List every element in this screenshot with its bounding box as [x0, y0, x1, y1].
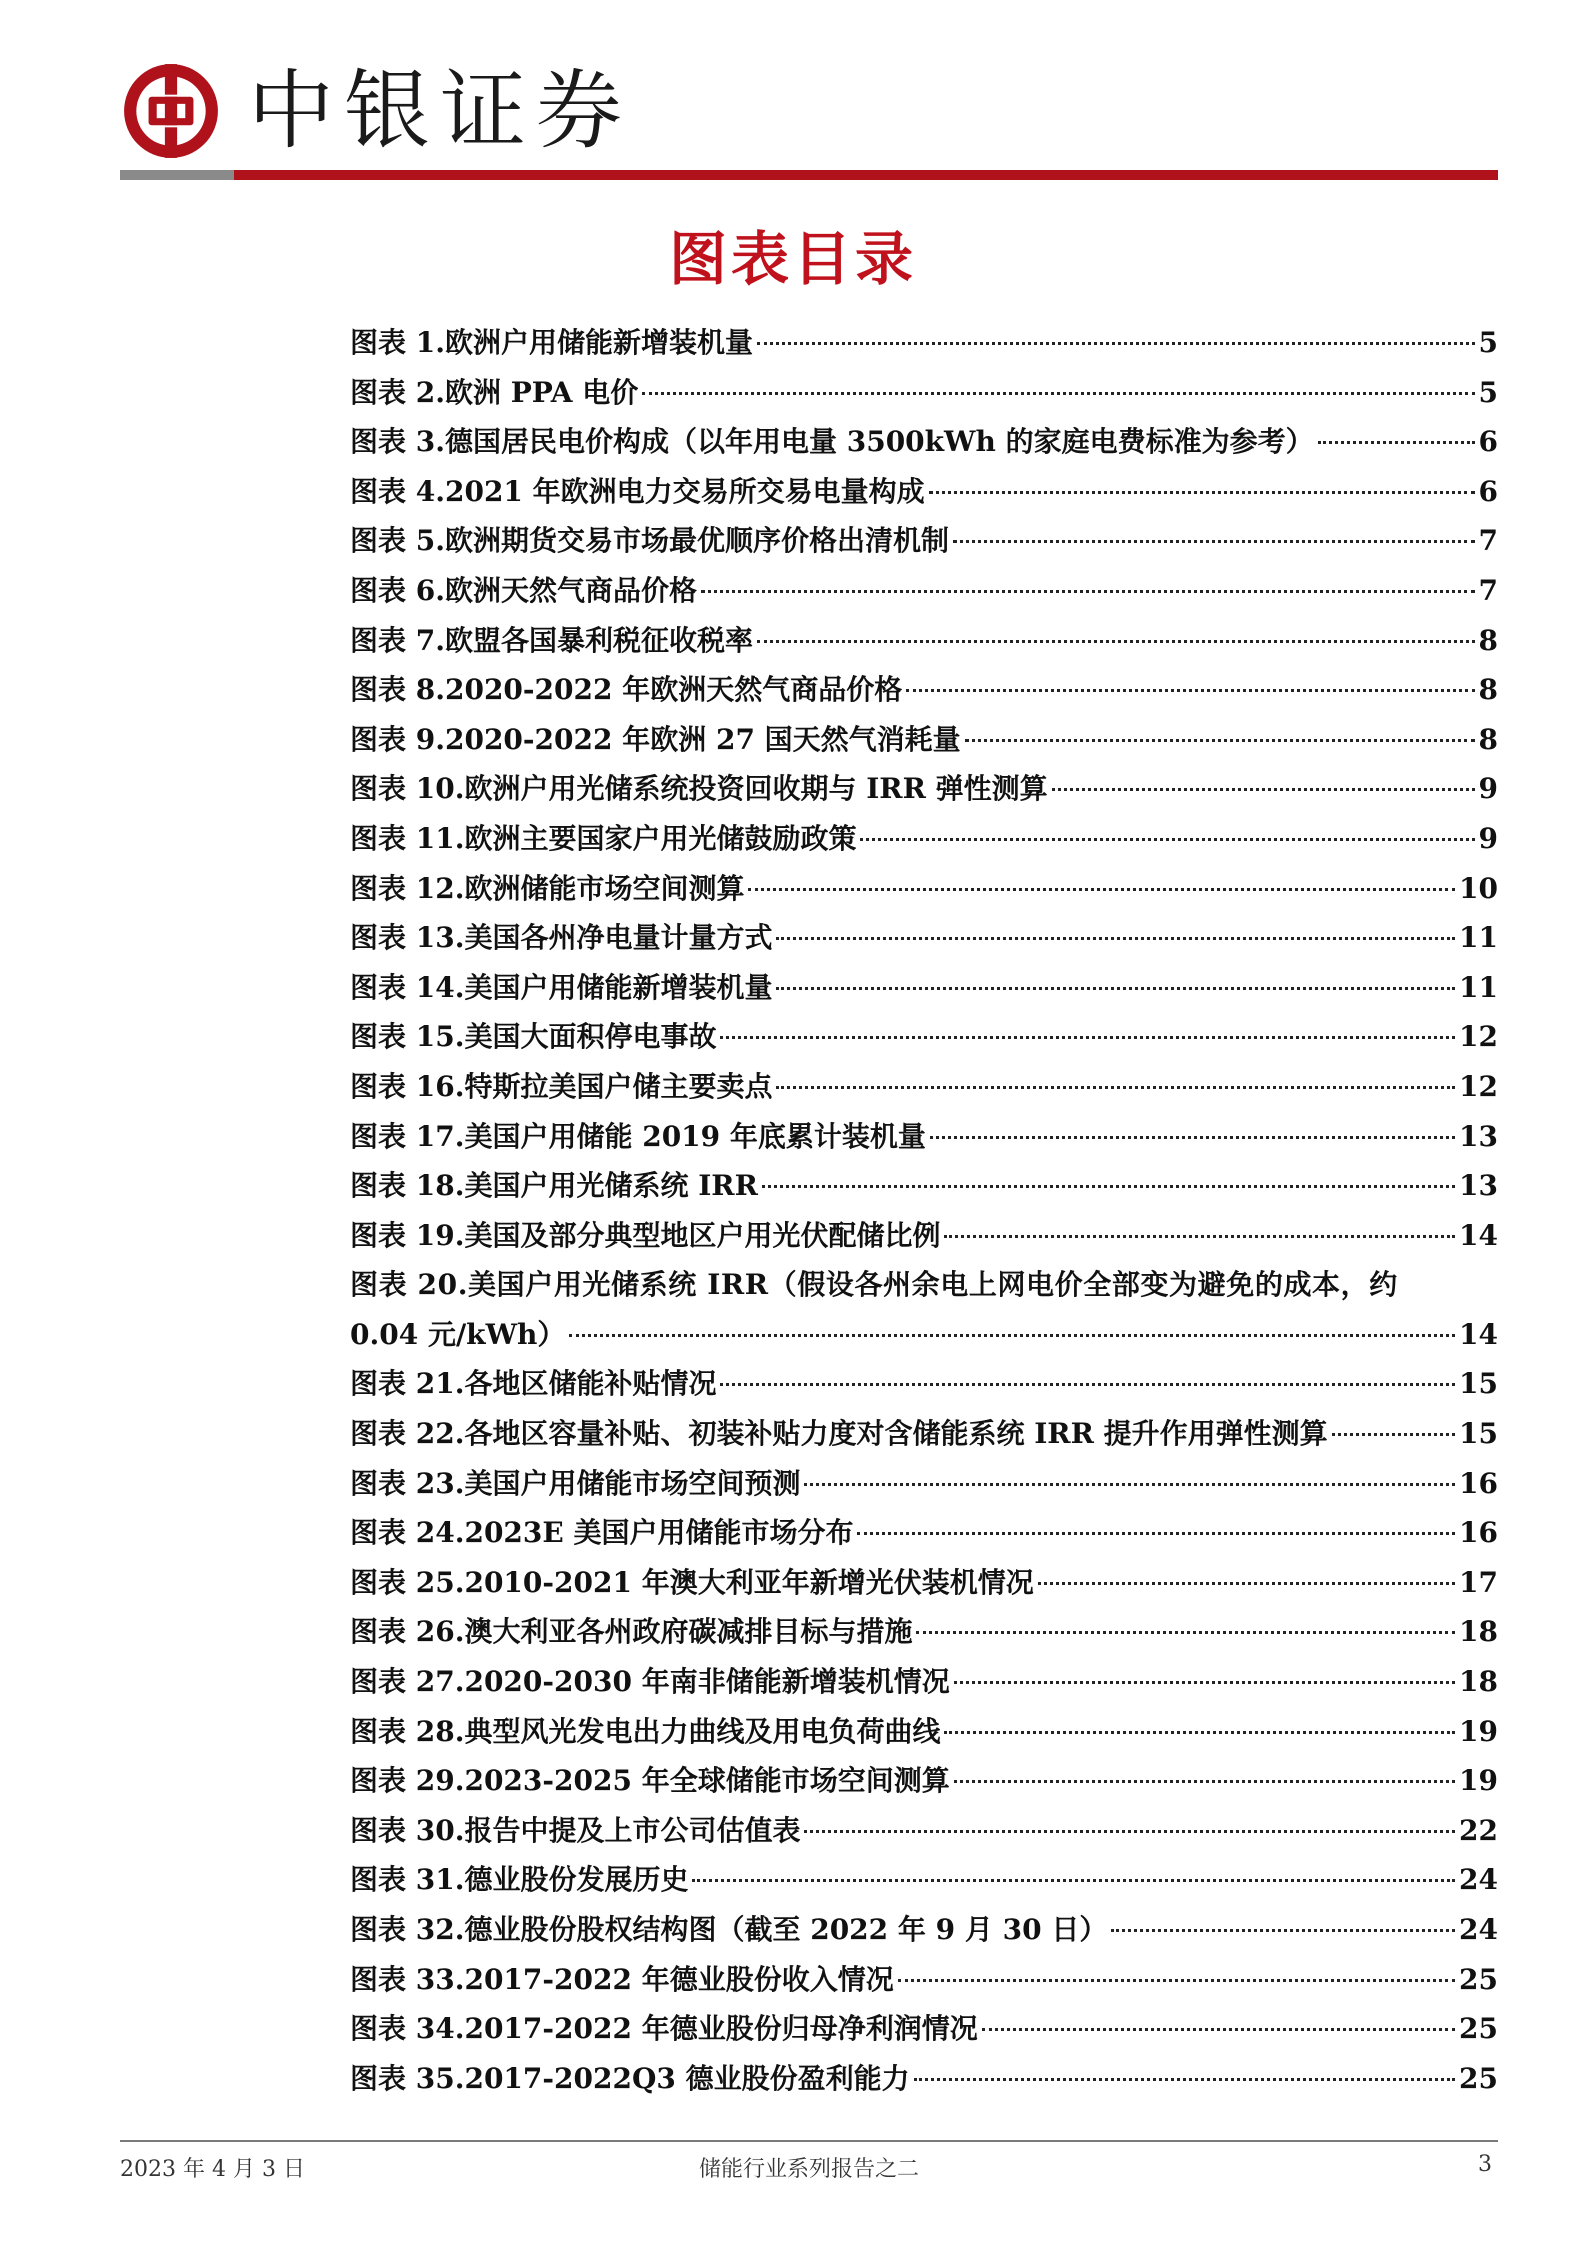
- dot-leader: [804, 1483, 1455, 1486]
- dot-leader: [1052, 788, 1475, 791]
- toc-entry-page: 17: [1459, 1565, 1498, 1599]
- toc-entry-page: 16: [1459, 1516, 1498, 1550]
- toc-entry-page: 11: [1459, 921, 1498, 955]
- page-footer: [120, 2152, 1498, 2192]
- toc-entry[interactable]: [350, 715, 1498, 765]
- toc-entry-label: 图表 26.澳大利亚各州政府碳减排目标与措施: [350, 1615, 913, 1649]
- dot-leader: [804, 1830, 1455, 1833]
- toc-entry-page: 8: [1478, 623, 1498, 657]
- toc-entry[interactable]: [350, 1161, 1498, 1211]
- toc-entry[interactable]: [350, 1260, 1498, 1359]
- toc-entry-label: 图表 29.2023-2025 年全球储能市场空间测算: [350, 1764, 950, 1798]
- dot-leader: [776, 937, 1455, 940]
- toc-entry-page: 25: [1459, 2012, 1498, 2046]
- footer-page-number: 3: [1478, 2152, 1492, 2177]
- toc-entry-label: 图表 2.欧洲 PPA 电价: [350, 375, 639, 409]
- bank-of-china-logo-icon: [120, 60, 222, 162]
- toc-entry-page: 5: [1478, 375, 1498, 409]
- toc-entry-label: 图表 23.美国户用储能市场空间预测: [350, 1466, 801, 1500]
- toc-entry[interactable]: [350, 368, 1498, 418]
- toc-entry[interactable]: [350, 1756, 1498, 1806]
- toc-entry-page: 25: [1459, 2061, 1498, 2095]
- toc-entry-label: 图表 5.欧洲期货交易市场最优顺序价格出清机制: [350, 524, 949, 558]
- dot-leader: [757, 640, 1475, 643]
- dot-leader: [1038, 1582, 1455, 1585]
- toc-entry-page: 5: [1478, 326, 1498, 359]
- report-header: [120, 56, 632, 166]
- dot-leader: [944, 1731, 1455, 1734]
- toc-entry[interactable]: [350, 2054, 1498, 2104]
- toc-entry[interactable]: [350, 1409, 1498, 1459]
- toc-entry[interactable]: [350, 1558, 1498, 1608]
- toc-entry[interactable]: [350, 764, 1498, 814]
- toc-title: 图表目录: [668, 225, 917, 293]
- toc-entry[interactable]: [350, 1955, 1498, 2005]
- toc-entry-page: 9: [1478, 821, 1498, 855]
- dot-leader: [914, 2078, 1455, 2081]
- dot-leader: [944, 1235, 1455, 1238]
- footer-series-title: 储能行业系列报告之二: [698, 2157, 919, 2182]
- toc-entry-line2: [350, 1310, 1498, 1360]
- toc-entry-label: 图表 33.2017-2022 年德业股份收入情况: [350, 1962, 894, 1996]
- toc-entry-label: 图表 32.德业股份股权结构图（截至 2022 年 9 月 30 日）: [350, 1913, 1108, 1946]
- toc-entry-label: 图表 34.2017-2022 年德业股份归母净利润情况: [350, 2012, 978, 2046]
- toc-entry-label-line2: 0.04 元/kWh）: [350, 1317, 566, 1351]
- toc-entry[interactable]: [350, 2004, 1498, 2054]
- toc-entry-label: 图表 24.2023E 美国户用储能市场分布: [350, 1516, 854, 1550]
- toc-entry-label: 图表 27.2020-2030 年南非储能新增装机情况: [350, 1665, 950, 1699]
- toc-entry-page: 25: [1459, 1962, 1498, 1996]
- toc-entry[interactable]: [350, 516, 1498, 566]
- toc-entry-page: 19: [1459, 1764, 1498, 1798]
- toc-entry[interactable]: [350, 913, 1498, 963]
- toc-entry-label: 图表 10.欧洲户用光储系统投资回收期与 IRR 弹性测算: [350, 772, 1048, 806]
- toc-entry-label: 图表 19.美国及部分典型地区户用光伏配储比例: [350, 1218, 941, 1252]
- toc-entry-page: 10: [1459, 871, 1498, 905]
- toc-entry-label: 图表 11.欧洲主要国家户用光储鼓励政策: [350, 821, 857, 855]
- dot-leader: [965, 739, 1475, 742]
- toc-entry-page: 18: [1459, 1665, 1498, 1699]
- toc-entry[interactable]: [350, 1508, 1498, 1558]
- dot-leader: [642, 392, 1474, 395]
- dot-leader: [692, 1879, 1455, 1882]
- toc-entry-label: 图表 7.欧盟各国暴利税征收税率: [350, 623, 753, 657]
- toc-entry-label: 图表 18.美国户用光储系统 IRR: [350, 1169, 758, 1203]
- toc-entry-label: 图表 35.2017-2022Q3 德业股份盈利能力: [350, 2061, 910, 2095]
- toc-entry[interactable]: [350, 665, 1498, 715]
- toc-entry-label: 图表 4.2021 年欧洲电力交易所交易电量构成: [350, 474, 925, 508]
- toc-entry-label-line1: 图表 20.美国户用光储系统 IRR（假设各州余电上网电价全部变为避免的成本，约: [350, 1268, 1398, 1302]
- toc-entry-label: 图表 9.2020-2022 年欧洲 27 国天然气消耗量: [350, 722, 961, 756]
- dot-leader: [857, 1532, 1455, 1535]
- toc-entry-page: 9: [1478, 772, 1498, 806]
- toc-entry[interactable]: [350, 1707, 1498, 1757]
- toc-entry-label: 图表 12.欧洲储能市场空间测算: [350, 871, 745, 905]
- toc-entry-label: 图表 6.欧洲天然气商品价格: [350, 573, 697, 607]
- toc-entry[interactable]: [350, 1012, 1498, 1062]
- toc-entry[interactable]: [350, 1607, 1498, 1657]
- dot-leader: [953, 540, 1475, 543]
- toc-entry-label: 图表 14.美国户用储能新增装机量: [350, 970, 773, 1004]
- dot-leader: [569, 1334, 1455, 1337]
- toc-entry-page: 7: [1478, 573, 1498, 607]
- dot-leader: [930, 1136, 1455, 1139]
- toc-entry-label: 图表 8.2020-2022 年欧洲天然气商品价格: [350, 673, 903, 707]
- toc-entry[interactable]: [350, 318, 1498, 368]
- dot-leader: [1332, 1433, 1455, 1436]
- toc-entry-page: 15: [1459, 1417, 1498, 1451]
- dot-leader: [860, 838, 1474, 841]
- toc-entry-page: 6: [1478, 425, 1498, 459]
- dot-leader: [1318, 441, 1475, 444]
- toc-entry-page: 13: [1459, 1119, 1498, 1153]
- header-rule-red: [234, 170, 1498, 180]
- toc-entry-label: 图表 21.各地区储能补贴情况: [350, 1367, 717, 1401]
- toc-entry[interactable]: [350, 566, 1498, 616]
- toc-entry-page: 18: [1459, 1615, 1498, 1649]
- toc-entry-label: 图表 31.德业股份发展历史: [350, 1863, 689, 1897]
- toc-entry[interactable]: [350, 864, 1498, 914]
- toc-entry-label: 图表 15.美国大面积停电事故: [350, 1020, 717, 1054]
- footer-rule: [120, 2140, 1498, 2142]
- toc-entry-label: 图表 30.报告中提及上市公司估值表: [350, 1813, 801, 1847]
- toc-entry-label: 图表 3.德国居民电价构成（以年用电量 3500kWh 的家庭电费标准为参考）: [350, 425, 1314, 459]
- dot-leader: [776, 1086, 1455, 1089]
- toc-entry[interactable]: [350, 616, 1498, 666]
- toc-entry[interactable]: [350, 814, 1498, 864]
- dot-leader: [720, 1383, 1455, 1386]
- dot-leader: [720, 1036, 1455, 1039]
- toc-entry[interactable]: [350, 467, 1498, 517]
- header-rule-gray: [120, 170, 234, 180]
- dot-leader: [954, 1681, 1455, 1684]
- dot-leader: [916, 1631, 1455, 1634]
- toc-entry-label: 图表 28.典型风光发电出力曲线及用电负荷曲线: [350, 1714, 941, 1748]
- toc-entry-page: 24: [1459, 1863, 1498, 1897]
- dot-leader: [757, 342, 1475, 345]
- toc-entry-label: 图表 17.美国户用储能 2019 年底累计装机量: [350, 1119, 926, 1153]
- toc-entry-page: 12: [1459, 1020, 1498, 1054]
- dot-leader: [776, 987, 1455, 990]
- toc-entry-page: 11: [1459, 970, 1498, 1004]
- toc-entry[interactable]: [350, 1211, 1498, 1261]
- toc-entry-label: 图表 13.美国各州净电量计量方式: [350, 921, 773, 955]
- dot-leader: [762, 1185, 1455, 1188]
- dot-leader: [906, 689, 1474, 692]
- toc-entry-label: 图表 22.各地区容量补贴、初装补贴力度对含储能系统 IRR 提升作用弹性测算: [350, 1417, 1328, 1451]
- toc-entry-page: 12: [1459, 1069, 1498, 1103]
- toc-entry[interactable]: [350, 1359, 1498, 1409]
- dot-leader: [982, 2028, 1455, 2031]
- toc-entry-page: 8: [1478, 673, 1498, 707]
- toc-entry-label: 图表 16.特斯拉美国户储主要卖点: [350, 1069, 773, 1103]
- toc-entry-page: 14: [1459, 1218, 1498, 1252]
- dot-leader: [701, 590, 1475, 593]
- toc-entry-page: 19: [1459, 1714, 1498, 1748]
- toc-entry[interactable]: [350, 1855, 1498, 1905]
- dot-leader: [898, 1979, 1455, 1982]
- toc-entry-page: 7: [1478, 524, 1498, 558]
- toc-entry[interactable]: [350, 1062, 1498, 1112]
- toc-entry-page: 8: [1478, 722, 1498, 756]
- dot-leader: [929, 491, 1475, 494]
- dot-leader: [1111, 1929, 1455, 1932]
- toc-entry-page: 6: [1478, 474, 1498, 508]
- dot-leader: [954, 1780, 1455, 1783]
- toc-list: [350, 318, 1498, 2103]
- toc-entry-page: 22: [1459, 1813, 1498, 1847]
- dot-leader: [748, 888, 1455, 891]
- toc-entry[interactable]: [350, 963, 1498, 1013]
- toc-entry-page: 16: [1459, 1466, 1498, 1500]
- toc-entry[interactable]: [350, 417, 1498, 467]
- toc-entry[interactable]: [350, 1905, 1498, 1955]
- toc-entry-label: 图表 1.欧洲户用储能新增装机量: [350, 326, 753, 359]
- footer-date: 2023 年 4 月 3 日: [120, 2157, 305, 2182]
- toc-entry-page: 13: [1459, 1169, 1498, 1203]
- brand-name: 中银证券: [248, 61, 632, 161]
- toc-entry-page: 15: [1459, 1367, 1498, 1401]
- toc-entry[interactable]: [350, 1459, 1498, 1509]
- toc-entry-label: 图表 25.2010-2021 年澳大利亚年新增光伏装机情况: [350, 1565, 1034, 1599]
- toc-entry-page: 24: [1459, 1913, 1498, 1946]
- toc-entry-page: 14: [1459, 1317, 1498, 1351]
- toc-entry[interactable]: [350, 1657, 1498, 1707]
- toc-entry[interactable]: [350, 1806, 1498, 1856]
- toc-entry[interactable]: [350, 1112, 1498, 1162]
